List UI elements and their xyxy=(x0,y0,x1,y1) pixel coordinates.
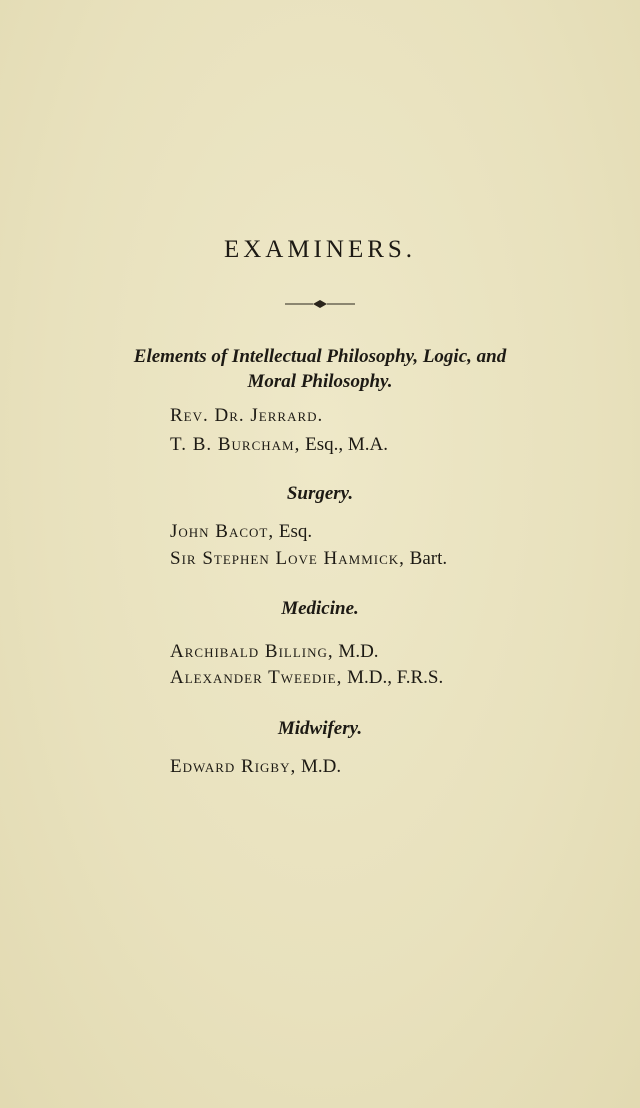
examiner-entry xyxy=(170,666,443,690)
examiner-suffix: Bart. xyxy=(404,548,448,569)
section-heading-medicine: Medicine. xyxy=(281,598,359,619)
examiner-suffix: M.D. xyxy=(333,641,379,662)
examiner-name: John Bacot, xyxy=(170,521,275,542)
examiner-name: Edward Rigby, xyxy=(170,756,297,777)
section-heading-surgery: Surgery. xyxy=(286,483,354,504)
section-heading-midwifery: Midwifery. xyxy=(277,718,363,739)
examiner-entry xyxy=(170,520,312,544)
page-title: EXAMINERS. xyxy=(223,236,417,263)
examiner-name: Rev. Dr. Jerrard. xyxy=(170,405,324,426)
examiner-name: Sir Stephen Love Hammick, xyxy=(170,548,405,569)
ornament-divider xyxy=(0,297,640,311)
examiner-suffix: M.D., F.R.S. xyxy=(342,667,444,688)
diamond-rule-icon xyxy=(285,298,355,310)
examiner-entry xyxy=(170,755,341,779)
section-heading-philosophy: Elements of Intellectual Philosophy, Logic, and xyxy=(133,346,507,367)
examiner-entry xyxy=(170,547,447,571)
examiner-name: Alexander Tweedie, xyxy=(170,667,343,688)
examiner-name: Archibald Billing, xyxy=(170,641,334,662)
examiner-entry xyxy=(170,433,388,457)
examiner-suffix: Esq. xyxy=(274,521,313,542)
examiner-entry xyxy=(170,640,379,664)
examiner-entry xyxy=(170,404,323,428)
examiner-suffix: Esq., M.A. xyxy=(300,434,388,455)
examiner-suffix: M.D. xyxy=(296,756,342,777)
section-heading-philosophy-line2: Moral Philosophy. xyxy=(247,371,393,392)
examiner-name: T. B. Burcham, xyxy=(170,434,301,455)
